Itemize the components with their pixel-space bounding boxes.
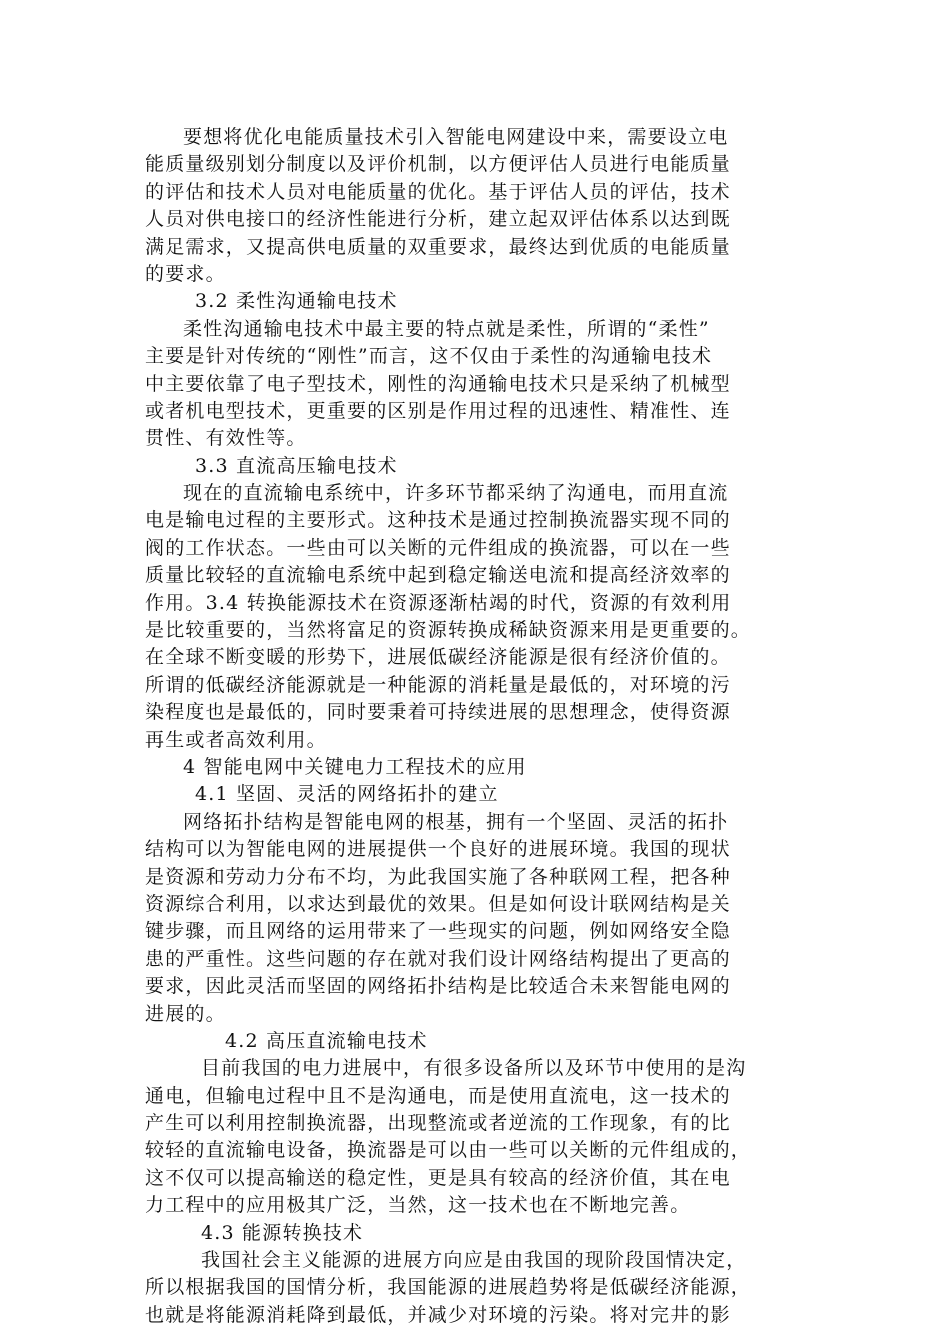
- text-line: 通电，但输电过程中且不是沟通电，而是使用直流电，这一技术的: [145, 1084, 731, 1107]
- text-line: 能质量级别划分制度以及评价机制，以方便评估人员进行电能质量: [145, 153, 731, 176]
- text-line: 主要是针对传统的“刚性”而言，这不仅由于柔性的沟通输电技术: [145, 345, 713, 368]
- text-line: 3.2 柔性沟通输电技术: [195, 290, 398, 313]
- text-line: 的评估和技术人员对电能质量的优化。基于评估人员的评估，技术: [145, 180, 731, 203]
- text-line: 资源综合利用，以求达到最优的效果。但是如何设计联网结构是关: [145, 892, 731, 915]
- document-body: [145, 124, 797, 1329]
- text-line: 目前我国的电力进展中，有很多设备所以及环节中使用的是沟: [201, 1057, 747, 1080]
- text-line: 也就是将能源消耗降到最低，并减少对环境的污染。将对完井的影: [145, 1303, 731, 1326]
- text-line: 这不仅可以提高输送的稳定性，更是具有较高的经济价值，其在电: [145, 1166, 731, 1189]
- text-line: 电是输电过程的主要形式。这种技术是通过控制换流器实现不同的: [145, 509, 731, 532]
- text-line: 3.3 直流高压输电技术: [195, 454, 398, 477]
- text-line: 4.3 能源转换技术: [201, 1221, 364, 1244]
- text-line: 力工程中的应用极其广泛，当然，这一技术也在不断地完善。: [145, 1194, 691, 1217]
- text-line: 产生可以利用控制换流器，出现整流或者逆流的工作现象，有的比: [145, 1112, 731, 1135]
- text-line: 再生或者高效利用。: [145, 728, 327, 751]
- text-line: 阀的工作状态。一些由可以关断的元件组成的换流器，可以在一些: [145, 536, 731, 559]
- text-line: 所以根据我国的国情分析，我国能源的进展趋势将是低碳经济能源，: [145, 1276, 752, 1299]
- text-line: 现在的直流输电系统中，许多环节都采纳了沟通电，而用直流: [183, 482, 729, 505]
- text-line: 所谓的低碳经济能源就是一种能源的消耗量是最低的，对环境的污: [145, 673, 731, 696]
- text-line: 或者机电型技术，更重要的区别是作用过程的迅速性、精准性、连: [145, 399, 731, 422]
- text-line: 较轻的直流输电设备，换流器是可以由一些可以关断的元件组成的，: [145, 1139, 752, 1162]
- text-line: 是比较重要的，当然将富足的资源转换成稀缺资源来用是更重要的。: [145, 619, 752, 642]
- text-line: 患的严重性。这些问题的存在就对我们设计网络结构提出了更高的: [145, 947, 731, 970]
- text-line: 的要求。: [145, 262, 226, 285]
- text-line: 中主要依靠了电子型技术，刚性的沟通输电技术只是采纳了机械型: [145, 372, 731, 395]
- text-line: 结构可以为智能电网的进展提供一个良好的进展环境。我国的现状: [145, 838, 731, 861]
- text-line: 贯性、有效性等。: [145, 427, 307, 450]
- text-line: 键步骤，而且网络的运用带来了一些现实的问题，例如网络安全隐: [145, 920, 731, 943]
- text-line: 质量比较轻的直流输电系统中起到稳定输送电流和提高经济效率的: [145, 564, 731, 587]
- text-line: 柔性沟通输电技术中最主要的特点就是柔性，所谓的“柔性”: [183, 317, 710, 340]
- text-line: 满足需求，又提高供电质量的双重要求，最终达到优质的电能质量: [145, 235, 731, 258]
- text-line: 网络拓扑结构是智能电网的根基，拥有一个坚固、灵活的拓扑: [183, 810, 729, 833]
- text-line: 染程度也是最低的，同时要秉着可持续进展的思想理念，使得资源: [145, 701, 731, 724]
- text-line: 4 智能电网中关键电力工程技术的应用: [183, 755, 527, 778]
- text-line: 4.1 坚固、灵活的网络拓扑的建立: [195, 783, 499, 806]
- text-line: 是资源和劳动力分布不均，为此我国实施了各种联网工程，把各种: [145, 865, 731, 888]
- text-line: 要求，因此灵活而坚固的网络拓扑结构是比较适合未来智能电网的: [145, 975, 731, 998]
- text-line: 在全球不断变暖的形势下，进展低碳经济能源是很有经济价值的。: [145, 646, 731, 669]
- text-line: 要想将优化电能质量技术引入智能电网建设中来，需要设立电: [183, 126, 729, 148]
- text-line: 4.2 高压直流输电技术: [225, 1029, 428, 1052]
- text-line: 人员对供电接口的经济性能进行分析，建立起双评估体系以达到既: [145, 208, 731, 231]
- text-line: 我国社会主义能源的进展方向应是由我国的现阶段国情决定，: [201, 1249, 747, 1272]
- text-line: 作用。3.4 转换能源技术在资源逐渐枯竭的时代，资源的有效利用: [145, 591, 732, 614]
- text-line: 进展的。: [145, 1002, 226, 1025]
